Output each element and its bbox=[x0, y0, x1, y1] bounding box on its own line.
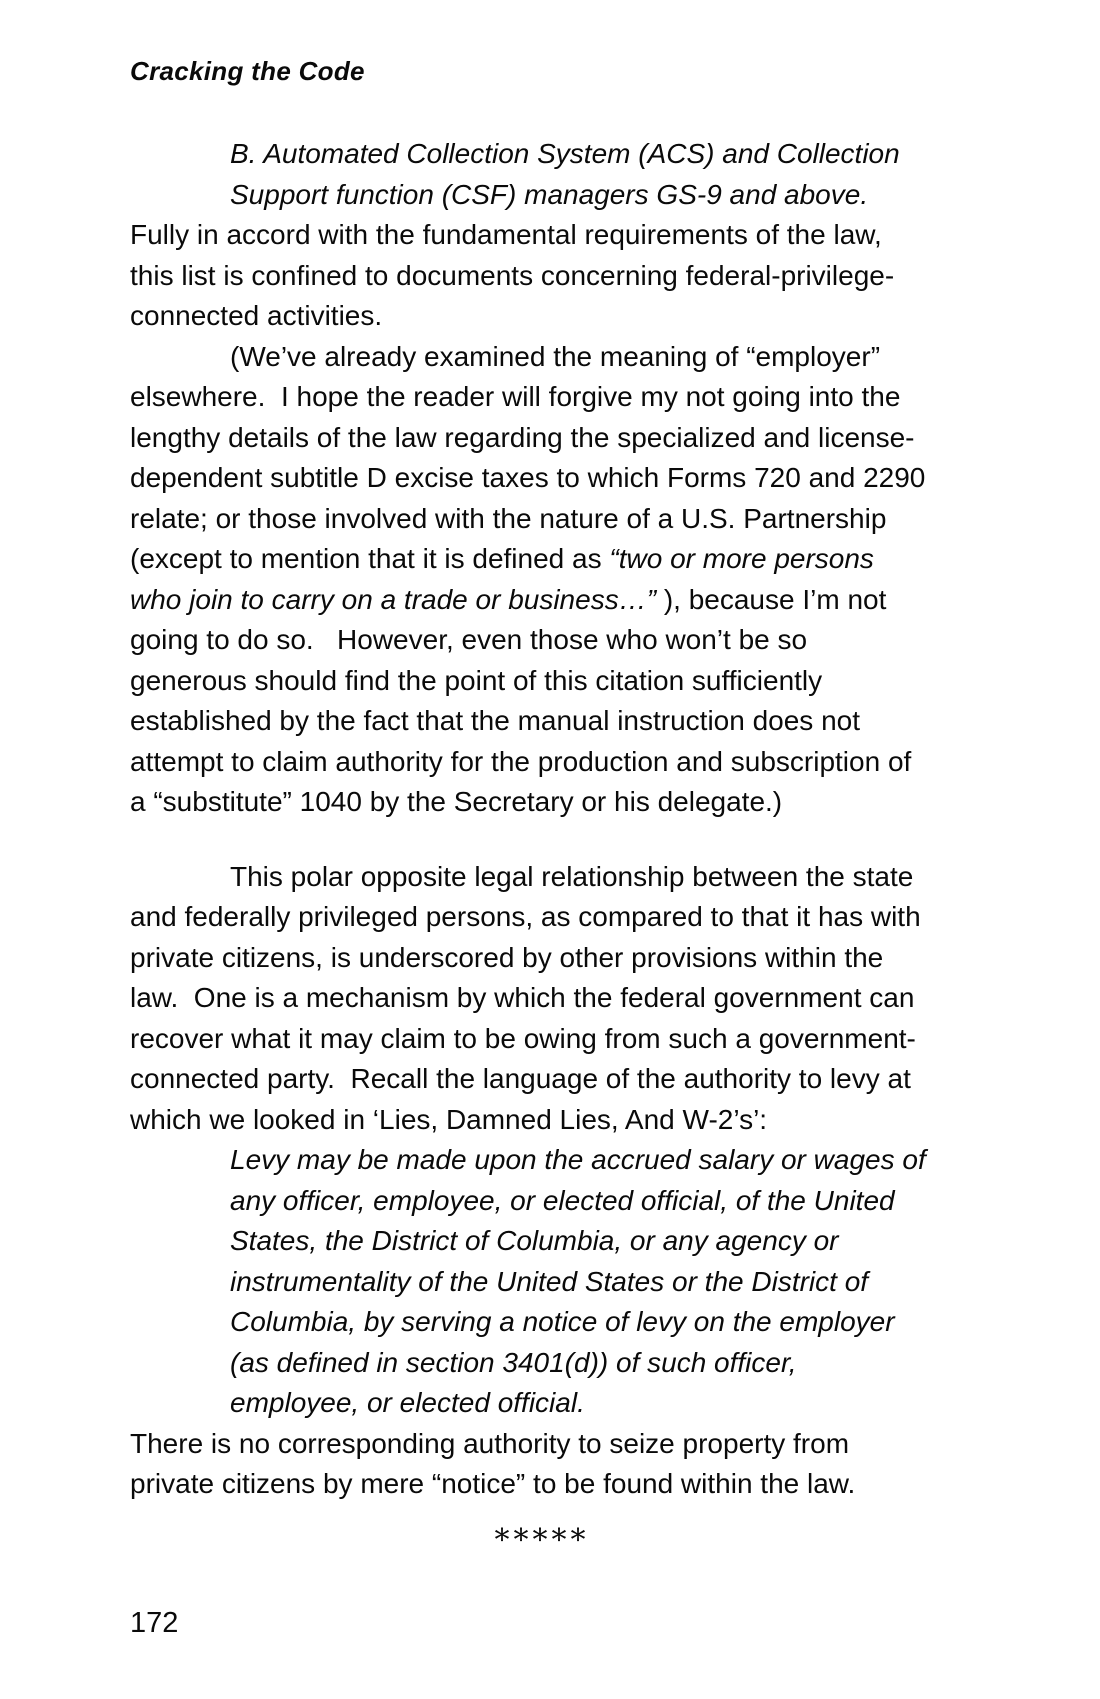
text-line bbox=[130, 499, 890, 540]
text-segment: recover what it may claim to be owing from such a government- bbox=[130, 1022, 916, 1054]
text-line bbox=[130, 256, 895, 297]
text-line bbox=[130, 539, 890, 580]
text-segment: Columbia, by serving a notice of levy on the employer bbox=[230, 1306, 895, 1337]
paragraph-2 bbox=[130, 337, 926, 823]
text-segment: elsewhere. I hope the reader will forgive my not going into the bbox=[130, 381, 901, 412]
text-line bbox=[130, 897, 921, 938]
text-segment: ), because I’m not bbox=[663, 583, 887, 615]
text-segment: connected party. Recall the language of the authority to levy at bbox=[130, 1063, 911, 1094]
running-header: Cracking the Code bbox=[130, 56, 365, 86]
text-line bbox=[130, 580, 890, 621]
text-segment: which we looked in ‘Lies, Damned Lies, And W-2’s’: bbox=[130, 1103, 768, 1135]
text-line bbox=[230, 175, 890, 216]
text-segment: private citizens by mere “notice” to be found within the law. bbox=[130, 1468, 856, 1499]
opening-blockquote bbox=[130, 134, 900, 215]
text-segment: private citizens, is underscored by other provisions within the bbox=[130, 941, 884, 973]
text-line bbox=[230, 1302, 895, 1343]
text-line bbox=[130, 661, 890, 702]
levy-blockquote bbox=[130, 1140, 926, 1424]
text-segment: generous should find the point of this citation sufficiently bbox=[130, 664, 823, 696]
text-segment: lengthy details of the law regarding the specialized and license- bbox=[130, 421, 915, 453]
text-line bbox=[130, 1464, 890, 1505]
text-segment: (as defined in section 3401(d)) of such officer, bbox=[230, 1346, 797, 1378]
text-line bbox=[230, 1343, 890, 1384]
text-segment: this list is confined to documents concerning federal-privilege- bbox=[130, 259, 895, 291]
text-line bbox=[230, 1140, 926, 1181]
text-line bbox=[130, 418, 915, 459]
text-segment: any officer, employee, or elected official, of the United bbox=[230, 1184, 895, 1216]
text-line bbox=[130, 782, 890, 823]
text-line bbox=[130, 742, 912, 783]
text-line bbox=[230, 1181, 895, 1222]
text-segment: “two or more persons bbox=[609, 543, 874, 574]
text-segment: law. One is a mechanism by which the federal government can bbox=[130, 982, 915, 1013]
text-segment: instrumentality of the United States or the District of bbox=[230, 1265, 869, 1297]
text-line bbox=[130, 1100, 890, 1141]
text-line bbox=[130, 1424, 890, 1465]
text-line bbox=[130, 296, 890, 337]
text-segment: relate; or those involved with the nature of a U.S. Partnership bbox=[130, 502, 887, 534]
text-line bbox=[130, 1019, 916, 1060]
text-line bbox=[230, 1262, 890, 1303]
paragraph-1 bbox=[130, 215, 895, 337]
text-segment: and federally privileged persons, as compared to that it has with bbox=[130, 901, 921, 932]
text-line bbox=[130, 377, 901, 418]
text-segment: There is no corresponding authority to seize property from bbox=[130, 1427, 850, 1459]
text-line bbox=[130, 215, 890, 256]
text-line bbox=[130, 857, 914, 898]
text-segment: established by the fact that the manual instruction does not bbox=[130, 705, 861, 736]
text-segment: going to do so. However, even those who won’t be so bbox=[130, 624, 808, 655]
text-segment: B. Automated Collection System (ACS) and Collection bbox=[230, 138, 900, 169]
text-segment: Fully in accord with the fundamental requirements of the law, bbox=[130, 219, 882, 250]
text-segment: employee, or elected official. bbox=[230, 1387, 585, 1418]
page-body bbox=[130, 134, 926, 1561]
text-segment: Levy may be made upon the accrued salary or wages of bbox=[230, 1144, 926, 1175]
text-segment: This polar opposite legal relationship between the state bbox=[230, 860, 914, 892]
page-number: 172 bbox=[130, 1607, 179, 1639]
text-segment: dependent subtitle D excise taxes to which Forms 720 and 2290 bbox=[130, 462, 926, 493]
text-segment: a “substitute” 1040 by the Secretary or his delegate.) bbox=[130, 786, 783, 817]
text-line bbox=[230, 1221, 890, 1262]
paragraph-3 bbox=[130, 857, 921, 1141]
text-line bbox=[130, 337, 890, 378]
text-line bbox=[130, 1059, 911, 1100]
text-segment: (We’ve already examined the meaning of “employer” bbox=[230, 340, 881, 372]
text-segment: (except to mention that it is defined as bbox=[130, 543, 610, 574]
text-line bbox=[130, 620, 890, 661]
text-line bbox=[230, 134, 900, 175]
text-line bbox=[230, 1383, 890, 1424]
section-break-asterisks: ***** bbox=[494, 1522, 590, 1558]
text-segment: States, the District of Columbia, or any agency or bbox=[230, 1225, 839, 1256]
text-line bbox=[130, 701, 890, 742]
closing-paragraph bbox=[130, 1424, 890, 1505]
text-line bbox=[130, 458, 926, 499]
text-segment: attempt to claim authority for the production and subscription of bbox=[130, 745, 912, 777]
text-line bbox=[130, 978, 915, 1019]
text-segment: connected activities. bbox=[130, 300, 383, 331]
text-segment: who join to carry on a trade or business…” bbox=[130, 583, 664, 615]
text-line bbox=[130, 938, 890, 979]
text-segment: Support function (CSF) managers GS-9 and above. bbox=[230, 178, 869, 210]
